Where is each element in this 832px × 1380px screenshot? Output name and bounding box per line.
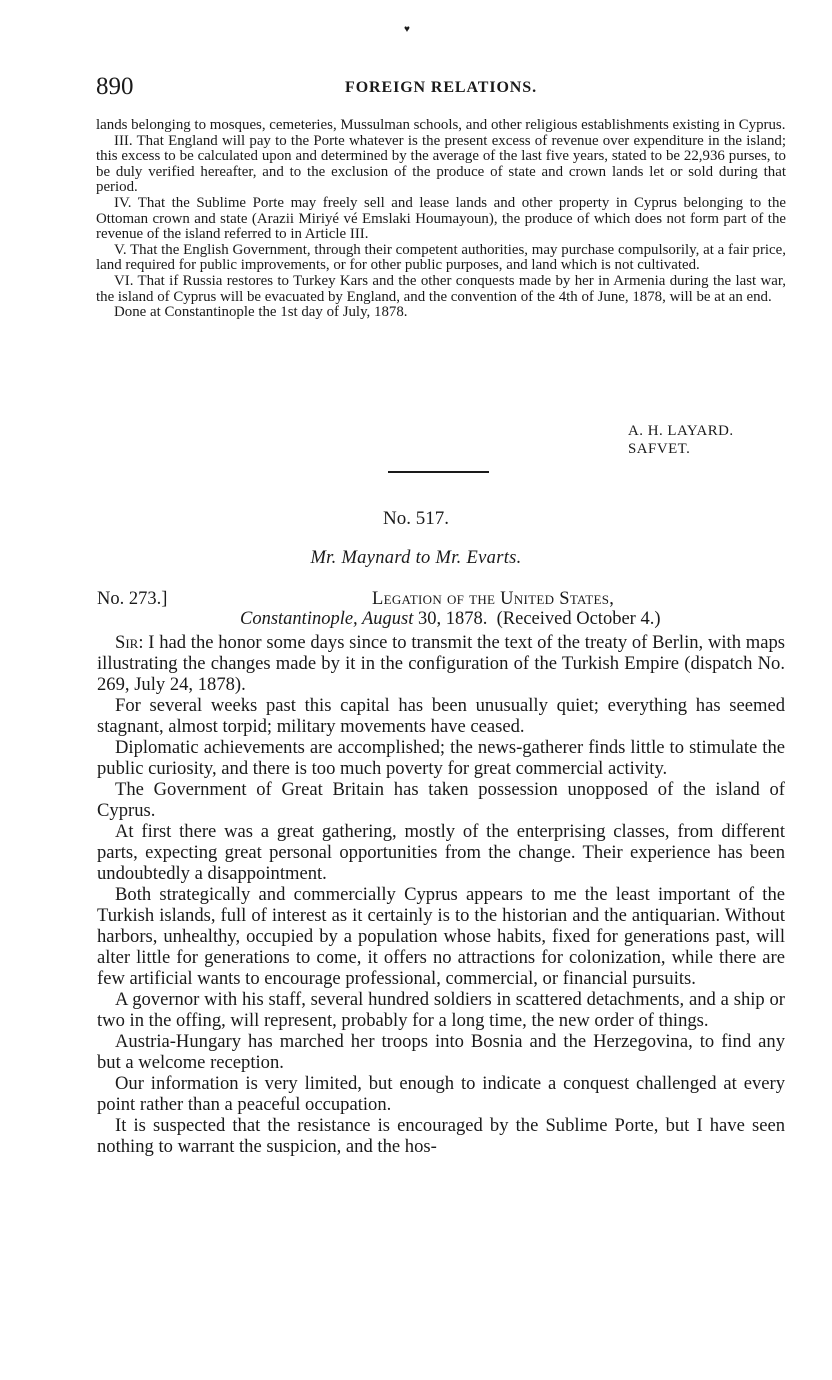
letter-paragraph: At first there was a great gathering, mostly of the enterprising classes, from different parts, expecting great personal opportunities from the change. Their experience has been undoubtedly a disappointment. — [97, 821, 785, 884]
treaty-article-6: VI. That if Russia restores to Turkey Kars and the other conquests made by her in Armenia during the last war, the island of Cyprus will be evacuated by England, and the convention of the 4th of June, 1878, will be at an end. — [96, 272, 786, 305]
received-date: (Received October 4.) — [496, 609, 661, 629]
dateline-place: Constantinople, August — [240, 609, 414, 629]
printer-mark: ♥ — [404, 24, 410, 35]
treaty-article-5: V. That the English Government, through their competent authorities, may purchase compulsorily, at a fair price, land required for public improvements, or for other public purposes, and land which is not cultivated. — [96, 241, 786, 274]
letter-paragraph — [97, 632, 785, 695]
dispatch-number: No. 273.] — [97, 589, 168, 609]
treaty-done-at: Done at Constantinople the 1st day of July, 1878. — [114, 304, 408, 321]
letter-paragraph: Both strategically and commercially Cyprus appears to me the least important of the Turkish islands, full of interest as it certainly is to the historian and the antiquarian. Without harbors, unhealthy, occupied by a population whose habits, fixed for generations past, will alter little for generations to come, it offers no attractions for colonization, while there are few artificial wants to encourage professional, commercial, or financial pursuits. — [97, 884, 785, 989]
treaty-text — [96, 118, 786, 321]
letter-paragraph: Austria-Hungary has marched her troops into Bosnia and the Herzegovina, to find any but a welcome reception. — [97, 1031, 785, 1073]
treaty-continuation: lands belonging to mosques, cemeteries, Mussulman schools, and other religious establishments existing in Cyprus. — [96, 117, 786, 133]
letter-paragraph: The Government of Great Britain has taken possession unopposed of the island of Cyprus. — [97, 779, 785, 821]
treaty-article-3: III. That England will pay to the Porte whatever is the present excess of revenue over expenditure in the island; this excess to be calculated upon and determined by the average of the last five years, stated to be 22,936 purses, to be duly verified hereafter, and to the exclusion of the produce of state and crown lands let or sold during that period. — [96, 132, 786, 196]
running-head: FOREIGN RELATIONS. — [345, 79, 537, 96]
document-title: Mr. Maynard to Mr. Evarts. — [310, 548, 522, 568]
letter-paragraph: For several weeks past this capital has been unusually quiet; everything has seemed stagnant, almost torpid; military movements have ceased. — [97, 695, 785, 737]
treaty-signatures — [628, 422, 734, 458]
page-number: 890 — [96, 73, 134, 100]
letter-paragraph: It is suspected that the resistance is encouraged by the Sublime Porte, but I have seen nothing to warrant the suspicion, and the hos- — [97, 1115, 785, 1157]
letter-paragraph-text: I had the honor some days since to transmit the text of the treaty of Berlin, with maps illustrating the changes made by it in the configuration of the Turkish Empire (dispatch No. 269, July 24, 1878). — [97, 632, 785, 695]
signatory: SAFVET. — [628, 441, 691, 457]
letter-body — [97, 632, 785, 1157]
legation-heading: Legation of the United States, — [372, 589, 615, 609]
letter-paragraph: Diplomatic achievements are accomplished; the news-gatherer finds little to stimulate the public curiosity, and there is too much poverty for great commercial activity. — [97, 737, 785, 779]
dateline — [240, 609, 660, 630]
section-divider — [388, 471, 489, 473]
letter-paragraph: A governor with his staff, several hundred soldiers in scattered detachments, and a ship or two in the offing, will represent, probably for a long time, the new order of things. — [97, 989, 785, 1031]
document-number: No. 517. — [383, 508, 449, 529]
letter-paragraph: Our information is very limited, but enough to indicate a conquest challenged at every point rather than a peaceful occupation. — [97, 1073, 785, 1115]
page-header — [96, 73, 786, 105]
treaty-article-4: IV. That the Sublime Porte may freely sell and lease lands and other property in Cyprus belonging to the Ottoman crown and state (Arazii Miriyé vé Emslaki Houmayoun), the produce of which does not form part of the revenue of the island referred to in Article III. — [96, 194, 786, 243]
signatory: A. H. LAYARD. — [628, 423, 734, 439]
dateline-date: 30, 1878. — [413, 609, 488, 629]
salutation: Sir: — [115, 632, 144, 653]
